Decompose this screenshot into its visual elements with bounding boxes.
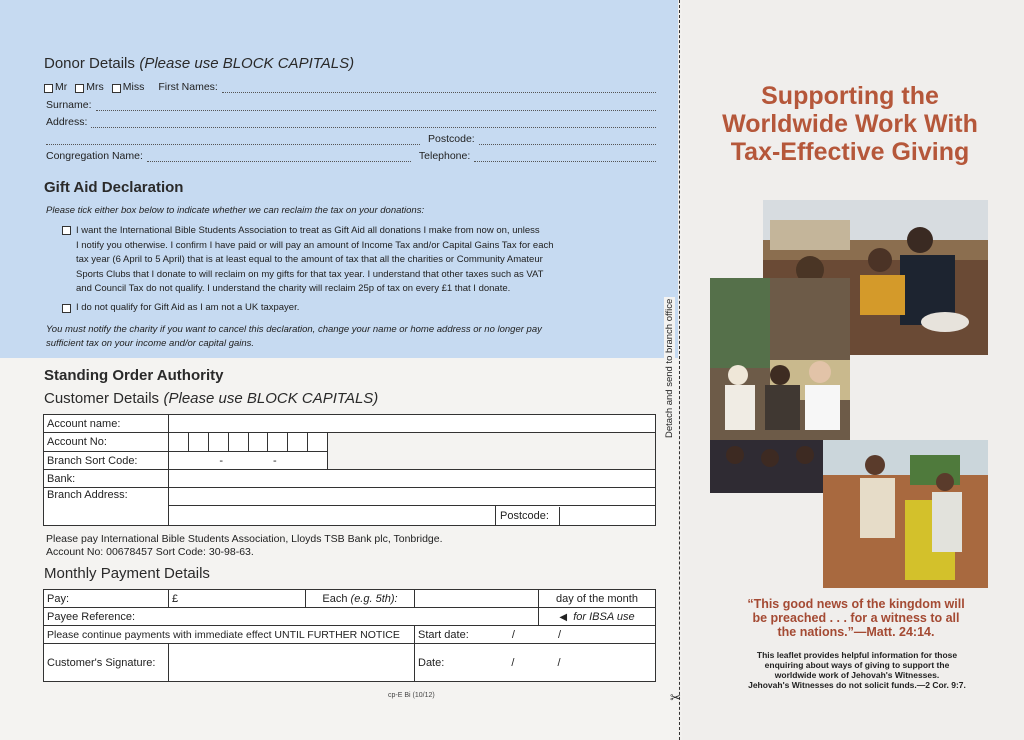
signature-label: Customer's Signature:: [44, 644, 169, 682]
address-row: [46, 116, 656, 128]
gift-aid-yes-checkbox[interactable]: [62, 226, 71, 235]
branch-address-input[interactable]: [169, 488, 656, 506]
each-text: Each: [322, 592, 348, 605]
quote-line: “This good news of the kingdom will: [747, 597, 965, 611]
photo-collage: [710, 200, 990, 590]
date-sep: /: [511, 628, 515, 641]
gift-aid-instruction: Please tick either box below to indicate whether we can reclaim the tax on your donations:: [46, 205, 425, 216]
congregation-field[interactable]: [147, 152, 411, 162]
surname-label: Surname:: [46, 99, 92, 111]
detach-label: Detach and send to branch office: [664, 298, 675, 438]
quote-line: be preached . . . for a witness to all: [752, 611, 960, 625]
note-line: worldwide work of Jehovah's Witnesses.: [774, 670, 940, 680]
title-line: Worldwide Work With: [722, 110, 978, 138]
customer-details-heading: [44, 390, 378, 408]
quote-line: the nations.”—Matt. 24:14.: [777, 625, 935, 639]
note-line: Jehovah's Witnesses do not solicit funds.—2 Cor. 9:7.: [748, 680, 966, 690]
address-postcode-row: [46, 133, 656, 145]
option1-line: tax year (6 April to 5 April) that is at least equal to the amount of tax that all the charities or Community Amateur: [76, 254, 543, 266]
title-mrs-label: Mrs: [86, 81, 104, 93]
option1-line: I notify you otherwise. I confirm I have paid or will pay an amount of Income Tax and/or Capital Gains Tax for each: [76, 239, 554, 251]
name-row: [44, 81, 656, 93]
day-input[interactable]: [415, 590, 539, 608]
gift-aid-heading: Gift Aid Declaration: [44, 179, 184, 196]
notice-line: You must notify the charity if you want to cancel this declaration, change your name or home address or no longer pay: [46, 324, 542, 335]
title-line: Supporting the: [761, 82, 939, 110]
detach-label-wrap: [664, 298, 678, 590]
day-of-month-label: day of the month: [539, 590, 656, 608]
option1-line: and Council Tax do not qualify. I understand the charity will reclaim 25p of tax on every £1 that I donate.: [76, 283, 511, 295]
bank-details-table: [43, 414, 656, 526]
notice-line: sufficient tax on your income and/or capital gains.: [46, 338, 255, 349]
pay-instructions: [46, 533, 443, 558]
note-line: enquiring about ways of giving to support the: [764, 660, 950, 670]
start-date-label: Start date:: [418, 628, 469, 641]
date-sep: /: [511, 656, 515, 669]
payee-reference-label: Payee Reference:: [44, 608, 539, 626]
monthly-table: [43, 589, 656, 682]
signature-input[interactable]: [169, 644, 415, 682]
customer-heading-note: (Please use BLOCK CAPITALS): [163, 390, 379, 407]
surname-row: [46, 99, 656, 111]
option1-line: Sports Clubs that I donate to will reclaim on my gifts for that tax year. I understand that other taxes such as VAT: [76, 268, 544, 280]
ibsa-use-text: for IBSA use: [573, 610, 635, 623]
construction-photo: [823, 440, 988, 588]
title-mr-checkbox[interactable]: [44, 84, 53, 93]
start-date-cell[interactable]: [415, 626, 656, 644]
account-name-label: Account name:: [44, 415, 169, 433]
congregation-label: Congregation Name:: [46, 150, 143, 162]
branch-postcode-label: Postcode:: [496, 507, 560, 525]
donor-heading: Donor Details (Please use BLOCK CAPITALS): [44, 55, 355, 72]
pay-info-line: Account No: 00678457 Sort Code: 30-98-63.: [46, 545, 254, 558]
telephone-field[interactable]: [474, 152, 656, 162]
detach-line: [679, 0, 680, 740]
branch-address-input-2[interactable]: [169, 506, 496, 526]
title-mr-label: Mr: [55, 81, 68, 93]
date-label: Date:: [418, 656, 445, 669]
leaflet-note: [712, 650, 1002, 690]
currency-symbol: £: [172, 592, 179, 605]
pay-info-line: Please pay International Bible Students Association, Lloyds TSB Bank plc, Tonbridge.: [46, 533, 443, 545]
title-line: Tax-Effective Giving: [730, 138, 970, 166]
gift-aid-no-checkbox[interactable]: [62, 304, 71, 313]
address-label: Address:: [46, 116, 88, 128]
account-no-input[interactable]: [169, 433, 328, 452]
gift-aid-option2: I do not qualify for Gift Aid as I am not a UK taxpayer.: [76, 302, 300, 313]
account-name-input[interactable]: [169, 415, 656, 433]
branch-postcode-cell: [496, 506, 656, 526]
sort-sep: -: [219, 454, 223, 467]
standing-order-heading: Standing Order Authority: [44, 367, 224, 384]
sort-code-label: Branch Sort Code:: [44, 452, 169, 470]
congregation-row: [46, 150, 656, 162]
pay-amount-input[interactable]: [169, 590, 306, 608]
customer-heading-text: Customer Details: [44, 390, 160, 407]
first-names-label: First Names:: [158, 81, 218, 93]
date-sep: /: [557, 656, 561, 669]
ibsa-use-cell: ◀ for IBSA use: [539, 608, 656, 626]
address-field-2[interactable]: [46, 135, 420, 145]
scripture-quote: [714, 597, 998, 639]
postcode-field[interactable]: [479, 135, 656, 145]
surname-field[interactable]: [96, 101, 656, 111]
account-no-label: Account No:: [44, 433, 169, 452]
note-line: This leaflet provides helpful information for those: [756, 650, 958, 660]
telephone-label: Telephone:: [418, 150, 471, 162]
pay-label: Pay:: [44, 590, 169, 608]
option1-line: I want the International Bible Students Association to treat as Gift Aid all donations I make from now on, unless: [76, 225, 540, 236]
sort-code-input[interactable]: [169, 452, 328, 470]
branch-address-label: Branch Address:: [44, 488, 169, 526]
gift-aid-notice: [46, 323, 656, 351]
sort-sep: -: [273, 454, 277, 467]
cover-title: [700, 82, 1000, 166]
each-label: [306, 590, 415, 608]
scissors-icon: ✂: [670, 690, 681, 705]
title-miss-checkbox[interactable]: [112, 84, 121, 93]
form-code: cp-E Bi (10/12): [388, 692, 435, 699]
date-sep: /: [557, 628, 562, 641]
bank-label: Bank:: [44, 470, 169, 488]
address-field-1[interactable]: [91, 118, 656, 128]
blank-area: [328, 433, 656, 470]
date-cell[interactable]: [415, 644, 656, 682]
postcode-label: Postcode:: [428, 133, 475, 145]
each-example: (e.g. 5th):: [350, 592, 398, 605]
first-names-field[interactable]: [222, 83, 656, 93]
title-miss-label: Miss: [122, 81, 145, 93]
gift-aid-option1: [76, 224, 656, 297]
monthly-heading: Monthly Payment Details: [44, 565, 210, 582]
continue-payments-label: Please continue payments with immediate effect UNTIL FURTHER NOTICE: [44, 626, 415, 644]
bank-input[interactable]: [169, 470, 656, 488]
title-mrs-checkbox[interactable]: [75, 84, 84, 93]
